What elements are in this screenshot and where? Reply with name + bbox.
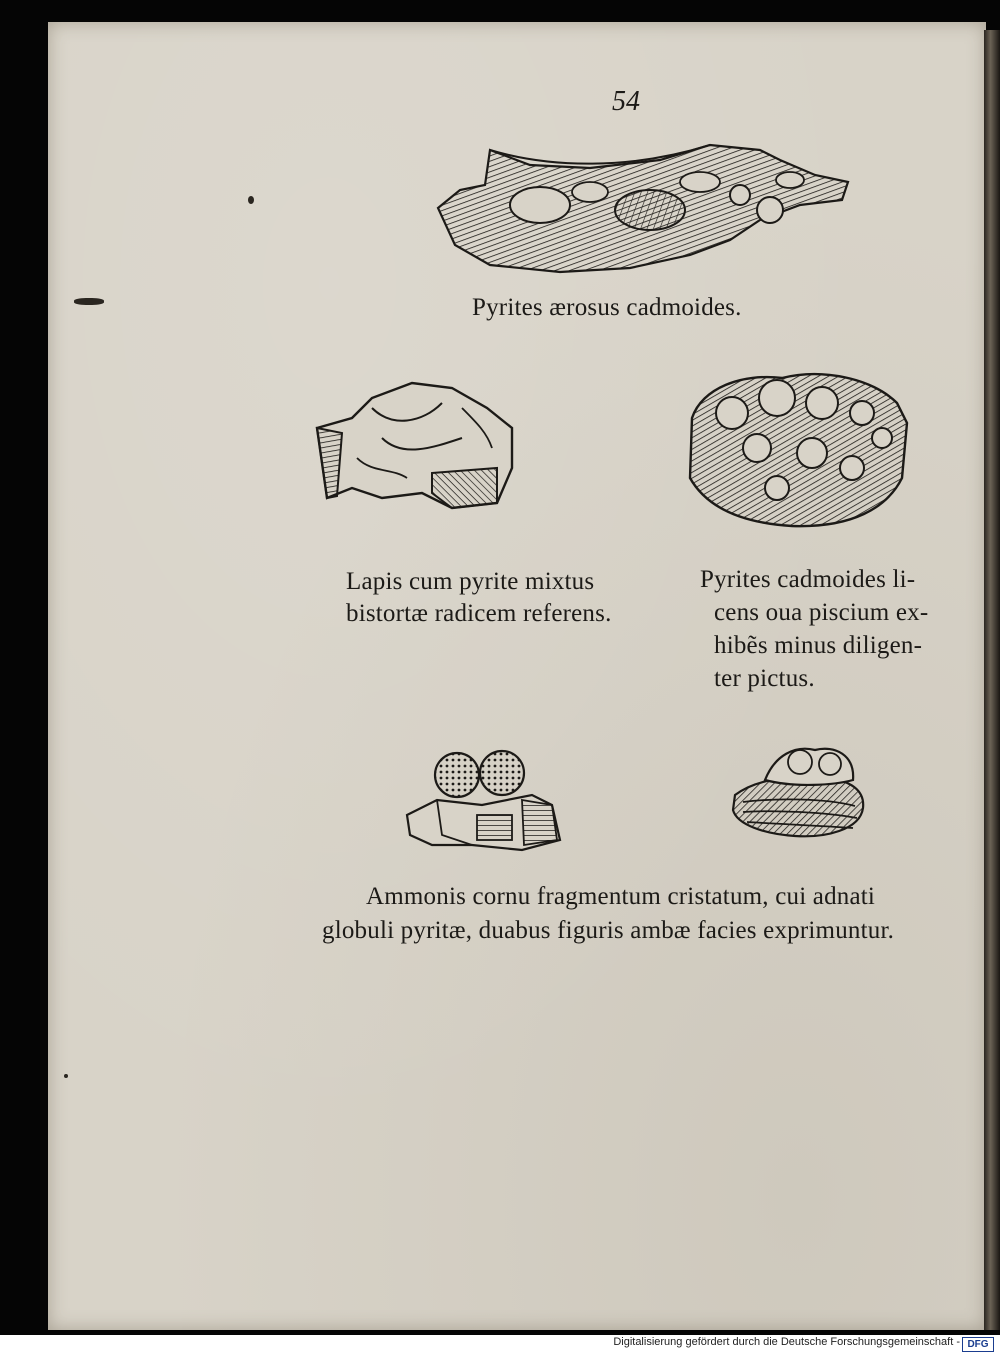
caption-line: hibẽs minus diligen- bbox=[714, 632, 923, 659]
caption-line: globuli pyritæ, duabus figuris ambæ facies exprimuntur. bbox=[322, 917, 895, 944]
page-edge bbox=[984, 30, 1000, 1330]
ink-speck bbox=[64, 1074, 68, 1078]
ink-speck bbox=[248, 196, 254, 204]
caption-line: Lapis cum pyrite mixtus bbox=[346, 568, 595, 595]
ammonite-fragment-front-woodcut bbox=[402, 745, 562, 857]
ammonite-fragment-back-woodcut bbox=[725, 740, 875, 840]
footer-credit: Digitalisierung gefördert durch die Deutsche Forschungsgemeinschaft - bbox=[613, 1336, 960, 1348]
caption-pyrites-cadmoides bbox=[700, 563, 928, 695]
caption-lapis-cum-pyrite bbox=[346, 566, 612, 630]
pyrite-elongated-woodcut bbox=[430, 140, 855, 280]
caption-line: Ammonis cornu fragmentum cristatum, cui adnati bbox=[366, 883, 876, 910]
ink-smudge bbox=[74, 298, 104, 305]
stone-with-pyrite-woodcut bbox=[312, 378, 517, 513]
caption-line: cens oua piscium ex- bbox=[714, 599, 929, 626]
caption-pyrites-aerosus: Pyrites ærosus cadmoides. bbox=[472, 294, 742, 321]
caption-line: ter pictus. bbox=[714, 665, 815, 692]
caption-line: Pyrites cadmoides li- bbox=[700, 566, 916, 593]
page-number: 54 bbox=[612, 86, 640, 117]
pyrite-cluster-woodcut bbox=[682, 368, 914, 533]
caption-line: bistortæ radicem referens. bbox=[346, 600, 612, 627]
dfg-logo: DFG bbox=[962, 1337, 994, 1352]
caption-ammonis-cornu bbox=[322, 880, 894, 948]
